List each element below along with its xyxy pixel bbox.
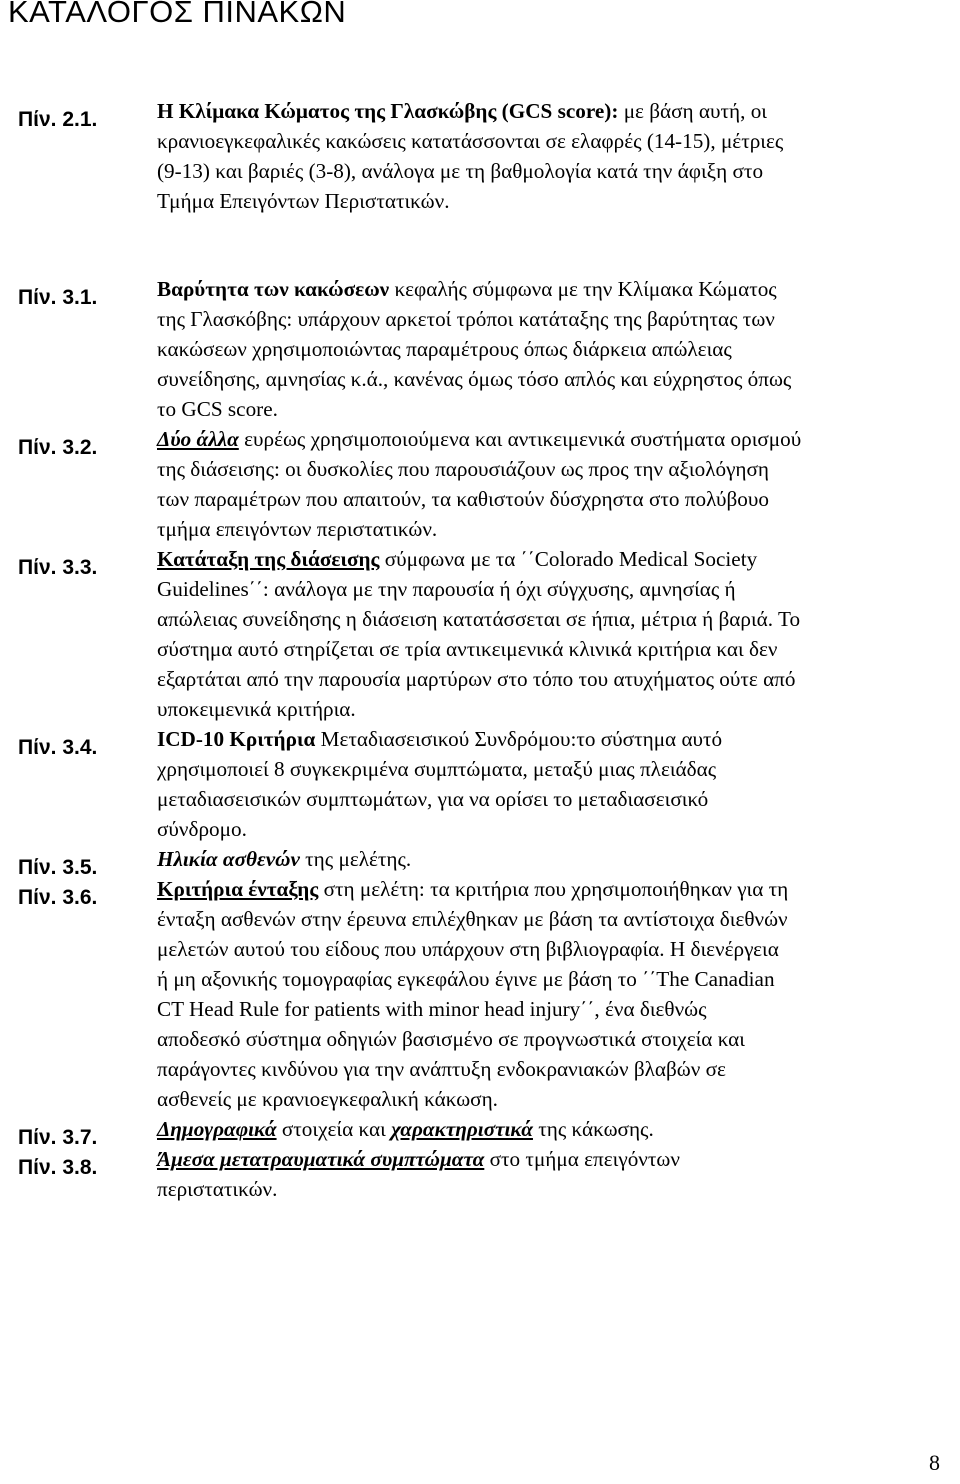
entry-title: χαρακτηριστικά bbox=[391, 1117, 533, 1141]
entry-text: στοιχεία και bbox=[276, 1117, 392, 1141]
table-label-3-8: Πίν. 3.8. bbox=[18, 1156, 98, 1179]
entry-line: της Γλασκόβης: υπάρχουν αρκετοί τρόποι κατάταξης της βαρύτητας των bbox=[157, 307, 775, 331]
entry-text: της μελέτης. bbox=[299, 847, 412, 871]
entry-line: μεταδιασεισικών συμπτωμάτων, για να ορίσει το μεταδιασεισικό bbox=[157, 787, 709, 811]
page-number: 8 bbox=[929, 1450, 940, 1475]
entry-title: ICD-10 Κριτήρια bbox=[157, 727, 316, 751]
entry-line: CT Head Rule for patients with minor head injury΄΄, ένα διεθνώς bbox=[157, 997, 707, 1021]
table-label-3-5: Πίν. 3.5. bbox=[18, 856, 98, 879]
table-label-2-1: Πίν. 2.1. bbox=[18, 108, 98, 131]
entry-line: αποδεσκό σύστημα οδηγιών βασισμένο σε προγνωστικά στοιχεία και bbox=[157, 1027, 745, 1051]
entry-line: μελετών αυτού του είδους που υπάρχουν στη βιβλιογραφία. Η διενέργεια bbox=[157, 937, 779, 961]
table-label-3-6: Πίν. 3.6. bbox=[18, 886, 98, 909]
entry-line: ένταξη ασθενών στην έρευνα επιλέχθηκαν με βάση τα αντίστοιχα διεθνών bbox=[157, 907, 788, 931]
table-entries-chapter-3 bbox=[157, 274, 952, 1204]
table-entry-2-1 bbox=[157, 96, 952, 216]
entry-line: απώλειας συνείδησης η διάσειση κατατάσσεται σε ήπια, μέτρια ή βαριά. Το bbox=[157, 607, 801, 631]
entry-line: (9-13) και βαριές (3-8), ανάλογα με τη βαθμολογία κατά την άφιξη στο bbox=[157, 159, 764, 183]
entry-title: Άμεσα μετατραυματικά συμπτώματα bbox=[157, 1147, 485, 1171]
entry-line: των παραμέτρων που απαιτούν, τα καθιστούν δύσχρηστα στο πολύβουο bbox=[157, 487, 769, 511]
entry-line: χρησιμοποιεί 8 συγκεκριμένα συμπτώματα, μεταξύ μιας πλειάδας bbox=[157, 757, 717, 781]
entry-title: Ηλικία ασθενών bbox=[157, 847, 300, 871]
entry-line: συνείδησης, αμνησίας κ.ά., κανένας όμως τόσο απλός και εύχρηστος όπως bbox=[157, 367, 792, 391]
entry-title: Κριτήρια ένταξης bbox=[157, 877, 319, 901]
entry-title: Κατάταξη της διάσεισης bbox=[157, 547, 380, 571]
entry-line: σύστημα αυτό στηρίζεται σε τρία αντικειμενικά κλινικά κριτήρια και δεν bbox=[157, 637, 778, 661]
entry-line: κακώσεων χρησιμοποιώντας παραμέτρους όπως διάρκεια απώλειας bbox=[157, 337, 732, 361]
entry-text: ευρέως χρησιμοποιούμενα και αντικειμενικά συστήματα ορισμού bbox=[238, 427, 802, 451]
table-label-3-7: Πίν. 3.7. bbox=[18, 1126, 98, 1149]
entry-title: Η Κλίμακα Κώματος της Γλασκώβης (GCS score): bbox=[157, 99, 619, 123]
entry-line: σύνδρομο. bbox=[157, 817, 247, 841]
entry-text: στη μελέτη: τα κριτήρια που χρησιμοποιήθηκαν για τη bbox=[318, 877, 789, 901]
entry-text: κεφαλής σύμφωνα με την Κλίμακα Κώματος bbox=[389, 277, 777, 301]
entry-text: σύμφωνα με τα ΄΄Colorado Medical Society bbox=[379, 547, 758, 571]
entry-text: Μεταδιασεισικού Συνδρόμου:το σύστημα αυτό bbox=[315, 727, 723, 751]
entry-line: τμήμα επειγόντων περιστατικών. bbox=[157, 517, 438, 541]
entry-line: Τμήμα Επειγόντων Περιστατικών. bbox=[157, 189, 450, 213]
entry-line: υποκειμενικά κριτήρια. bbox=[157, 697, 356, 721]
table-label-3-2: Πίν. 3.2. bbox=[18, 436, 98, 459]
entry-line: της διάσεισης: οι δυσκολίες που παρουσιάζουν ως προς την αξιολόγηση bbox=[157, 457, 770, 481]
page-heading: ΚΑΤΑΛΟΓΟΣ ΠΙΝΑΚΩΝ bbox=[8, 0, 347, 29]
entry-line: εξαρτάται από την παρουσία μαρτύρων στο τόπο του ατυχήματος ούτε από bbox=[157, 667, 796, 691]
entry-line: περιστατικών. bbox=[157, 1177, 278, 1201]
entry-text: στο τμήμα επειγόντων bbox=[484, 1147, 680, 1171]
entry-line: παράγοντες κινδύνου για την ανάπτυξη ενδοκρανιακών βλαβών σε bbox=[157, 1057, 726, 1081]
entry-text: με βάση αυτή, οι bbox=[618, 99, 767, 123]
table-label-3-3: Πίν. 3.3. bbox=[18, 556, 98, 579]
entry-line: κρανιοεγκεφαλικές κακώσεις κατατάσσονται σε ελαφρές (14-15), μέτριες bbox=[157, 129, 784, 153]
entry-title: Δύο άλλα bbox=[157, 427, 239, 451]
entry-line: ασθενείς με κρανιοεγκεφαλική κάκωση. bbox=[157, 1087, 498, 1111]
entry-line: το GCS score. bbox=[157, 397, 278, 421]
entry-line: Guidelines΄΄: ανάλογα με την παρουσία ή όχι σύγχυσης, αμνησίας ή bbox=[157, 577, 736, 601]
entry-title: Δημογραφικά bbox=[157, 1117, 277, 1141]
entry-title: Βαρύτητα των κακώσεων bbox=[157, 277, 390, 301]
table-label-3-1: Πίν. 3.1. bbox=[18, 286, 98, 309]
entry-text: της κάκωσης. bbox=[532, 1117, 654, 1141]
entry-line: ή μη αξονικής τομογραφίας εγκεφάλου έγινε με βάση το ΄΄The Canadian bbox=[157, 967, 775, 991]
table-label-3-4: Πίν. 3.4. bbox=[18, 736, 98, 759]
